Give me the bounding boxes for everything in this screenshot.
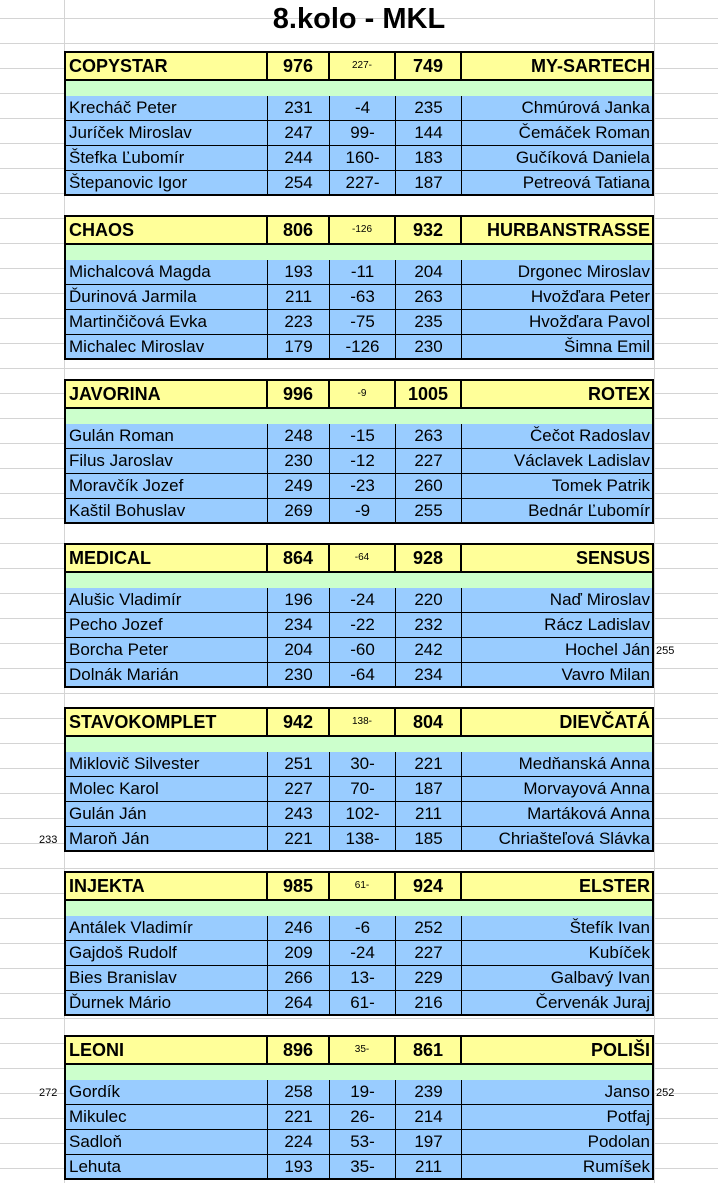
home-player-name[interactable]: Lehuta <box>66 1155 268 1178</box>
away-player-name[interactable]: Tomek Patrik <box>551 476 650 495</box>
home-player-score[interactable]: 211 <box>268 285 330 309</box>
home-player-score[interactable]: 244 <box>268 146 330 170</box>
away-player-name[interactable]: Rácz Ladislav <box>544 615 650 634</box>
away-player-name[interactable]: Podolan <box>587 1132 650 1151</box>
away-team-total[interactable]: 804 <box>396 709 462 735</box>
separator-row <box>64 573 654 588</box>
home-player-score[interactable]: 221 <box>268 1105 330 1129</box>
home-player-name[interactable]: Maroň Ján <box>66 827 268 850</box>
away-player-name[interactable]: Janso <box>604 1082 650 1101</box>
match-header-row <box>64 871 654 901</box>
away-player-name[interactable]: Bednár Ľubomír <box>528 501 650 520</box>
home-team-total[interactable]: 806 <box>268 217 330 243</box>
match-difference[interactable]: -126 <box>330 217 396 243</box>
running-difference[interactable]: -4 <box>330 96 396 120</box>
match-header-row <box>64 51 654 81</box>
home-team-name[interactable]: MEDICAL <box>66 545 268 571</box>
running-difference[interactable]: -24 <box>330 588 396 612</box>
match-header-row <box>64 1035 654 1065</box>
match-block <box>64 1035 654 1180</box>
home-player-name[interactable]: Alušic Vladimír <box>66 588 268 612</box>
away-player-name[interactable]: Galbavý Ivan <box>550 968 650 987</box>
separator-row <box>64 737 654 752</box>
home-player-name[interactable]: Štepanovic Igor <box>66 171 268 194</box>
player-row <box>64 171 654 196</box>
home-player-name[interactable]: Krecháč Peter <box>66 96 268 120</box>
player-row <box>64 310 654 335</box>
home-player-score[interactable]: 266 <box>268 966 330 990</box>
away-player-score[interactable]: 227 <box>396 941 462 965</box>
match-header-row <box>64 379 654 409</box>
running-difference[interactable]: -63 <box>330 285 396 309</box>
running-difference[interactable]: 227- <box>330 171 396 194</box>
home-player-score[interactable]: 234 <box>268 613 330 637</box>
running-difference[interactable]: 30- <box>330 752 396 776</box>
home-player-name[interactable]: Bies Branislav <box>66 966 268 990</box>
running-difference[interactable]: -64 <box>330 663 396 686</box>
player-row <box>64 499 654 524</box>
away-player-name[interactable]: Štefík Ivan <box>569 918 650 937</box>
home-team-name[interactable]: JAVORINA <box>66 381 268 407</box>
player-row <box>64 449 654 474</box>
home-player-score[interactable]: 258 <box>268 1080 330 1104</box>
player-row <box>64 260 654 285</box>
away-player-name[interactable]: Martáková Anna <box>527 804 650 823</box>
away-player-name[interactable]: Potfaj <box>606 1107 650 1126</box>
match-block <box>64 215 654 360</box>
player-row <box>64 1155 654 1180</box>
home-player-name[interactable]: Kaštil Bohuslav <box>66 499 268 522</box>
home-player-score[interactable]: 248 <box>268 424 330 448</box>
home-player-score[interactable]: 224 <box>268 1130 330 1154</box>
home-player-name[interactable]: Dolnák Marián <box>66 663 268 686</box>
away-team-total[interactable]: 1005 <box>396 381 462 407</box>
home-player-name[interactable]: Štefka Ľubomír <box>66 146 268 170</box>
player-row <box>64 802 654 827</box>
separator-row <box>64 901 654 916</box>
player-row <box>64 663 654 688</box>
home-player-name[interactable]: Martinčičová Evka <box>66 310 268 334</box>
match-block <box>64 543 654 688</box>
home-player-score[interactable]: 247 <box>268 121 330 145</box>
running-difference[interactable]: 19- <box>330 1080 396 1104</box>
home-player-name[interactable]: Miklovič Silvester <box>66 752 268 776</box>
player-row <box>64 752 654 777</box>
home-player-score[interactable]: 269 <box>268 499 330 522</box>
side-note-right[interactable]: 255 <box>656 645 675 657</box>
player-row <box>64 474 654 499</box>
side-note-left[interactable]: 233 <box>39 834 58 846</box>
running-difference[interactable]: 61- <box>330 991 396 1014</box>
running-difference[interactable]: -75 <box>330 310 396 334</box>
player-row <box>64 966 654 991</box>
home-player-name[interactable]: Molec Karol <box>66 777 268 801</box>
match-header-row <box>64 215 654 245</box>
away-player-name[interactable]: Hvožďara Peter <box>530 287 650 306</box>
match-block <box>64 871 654 1016</box>
away-player-score[interactable]: 211 <box>396 1155 462 1178</box>
running-difference[interactable]: -22 <box>330 613 396 637</box>
side-note-left[interactable]: 272 <box>39 1087 58 1099</box>
away-player-score[interactable]: 263 <box>396 285 462 309</box>
player-row <box>64 991 654 1016</box>
running-difference[interactable]: 70- <box>330 777 396 801</box>
away-player-score[interactable]: 242 <box>396 638 462 662</box>
home-player-name[interactable]: Sadloň <box>66 1130 268 1154</box>
running-difference[interactable]: -9 <box>330 499 396 522</box>
away-team-name[interactable]: MY-SARTECH <box>530 56 650 76</box>
running-difference[interactable]: 13- <box>330 966 396 990</box>
away-player-name[interactable]: Medňanská Anna <box>518 754 650 773</box>
away-player-name[interactable]: Šimna Emil <box>564 337 650 356</box>
separator-row <box>64 1065 654 1080</box>
player-row <box>64 916 654 941</box>
home-player-score[interactable]: 264 <box>268 991 330 1014</box>
away-player-score[interactable]: 234 <box>396 663 462 686</box>
home-player-name[interactable]: Borcha Peter <box>66 638 268 662</box>
away-player-score[interactable]: 187 <box>396 171 462 194</box>
match-difference[interactable]: 138- <box>330 709 396 735</box>
match-header-row <box>64 543 654 573</box>
running-difference[interactable]: 26- <box>330 1105 396 1129</box>
away-player-name[interactable]: Drgonec Miroslav <box>517 262 650 281</box>
away-player-score[interactable]: 211 <box>396 802 462 826</box>
home-player-score[interactable]: 243 <box>268 802 330 826</box>
away-player-name[interactable]: Petreová Tatiana <box>522 173 650 192</box>
home-player-name[interactable]: Gajdoš Rudolf <box>66 941 268 965</box>
match-difference[interactable]: -9 <box>330 381 396 407</box>
home-player-score[interactable]: 254 <box>268 171 330 194</box>
home-player-score[interactable]: 179 <box>268 335 330 358</box>
running-difference[interactable]: -60 <box>330 638 396 662</box>
player-row <box>64 96 654 121</box>
home-player-score[interactable]: 193 <box>268 1155 330 1178</box>
away-player-name[interactable]: Hvožďara Pavol <box>528 312 650 331</box>
home-player-score[interactable]: 230 <box>268 449 330 473</box>
home-player-name[interactable]: Michalcová Magda <box>66 260 268 284</box>
home-player-name[interactable]: Ďurinová Jarmila <box>66 285 268 309</box>
away-player-score[interactable]: 232 <box>396 613 462 637</box>
player-row <box>64 424 654 449</box>
player-row <box>64 1130 654 1155</box>
away-player-name[interactable]: Červenák Juraj <box>535 993 650 1012</box>
running-difference[interactable]: 138- <box>330 827 396 850</box>
player-row <box>64 121 654 146</box>
away-player-name[interactable]: Morvayová Anna <box>523 779 650 798</box>
away-team-total[interactable]: 928 <box>396 545 462 571</box>
away-player-name[interactable]: Václavek Ladislav <box>513 451 650 470</box>
away-player-name[interactable]: Rumíšek <box>582 1157 650 1176</box>
home-player-score[interactable]: 230 <box>268 663 330 686</box>
player-row <box>64 827 654 852</box>
home-player-name[interactable]: Antálek Vladimír <box>66 916 268 940</box>
away-team-total[interactable]: 932 <box>396 217 462 243</box>
away-player-score[interactable]: 235 <box>396 310 462 334</box>
away-player-name[interactable]: Čemáček Roman <box>518 123 650 142</box>
home-team-name[interactable]: COPYSTAR <box>66 53 268 79</box>
home-player-score[interactable]: 246 <box>268 916 330 940</box>
home-team-total[interactable]: 976 <box>268 53 330 79</box>
match-difference[interactable]: 35- <box>330 1037 396 1063</box>
page-title: 8.kolo - MKL <box>272 3 446 35</box>
away-player-score[interactable]: 197 <box>396 1130 462 1154</box>
home-player-score[interactable]: 223 <box>268 310 330 334</box>
away-player-score[interactable]: 185 <box>396 827 462 850</box>
away-player-score[interactable]: 255 <box>396 499 462 522</box>
home-player-name[interactable]: Filus Jaroslav <box>66 449 268 473</box>
player-row <box>64 335 654 360</box>
home-team-name[interactable]: CHAOS <box>66 217 268 243</box>
home-team-total[interactable]: 996 <box>268 381 330 407</box>
away-player-name[interactable]: Hochel Ján <box>564 640 650 659</box>
away-team-name[interactable]: POLIŠI <box>590 1040 650 1060</box>
home-player-name[interactable]: Moravčík Jozef <box>66 474 268 498</box>
home-team-total[interactable]: 896 <box>268 1037 330 1063</box>
home-player-name[interactable]: Gulán Roman <box>66 424 268 448</box>
running-difference[interactable]: 102- <box>330 802 396 826</box>
away-player-name[interactable]: Čečot Radoslav <box>529 426 650 445</box>
running-difference[interactable]: -12 <box>330 449 396 473</box>
home-player-name[interactable]: Michalec Miroslav <box>66 335 268 358</box>
away-player-score[interactable]: 183 <box>396 146 462 170</box>
home-team-name[interactable]: LEONI <box>66 1037 268 1063</box>
away-player-score[interactable]: 220 <box>396 588 462 612</box>
away-player-score[interactable]: 144 <box>396 121 462 145</box>
grid-column-line <box>654 0 655 1183</box>
away-player-name[interactable]: Vavro Milan <box>561 665 650 684</box>
player-row <box>64 638 654 663</box>
match-block <box>64 379 654 524</box>
away-player-score[interactable]: 229 <box>396 966 462 990</box>
running-difference[interactable]: 35- <box>330 1155 396 1178</box>
running-difference[interactable]: -23 <box>330 474 396 498</box>
away-team-name[interactable]: ELSTER <box>578 876 650 896</box>
away-team-total[interactable]: 749 <box>396 53 462 79</box>
home-team-name[interactable]: INJEKTA <box>66 873 268 899</box>
player-row <box>64 146 654 171</box>
away-player-name[interactable]: Chmúrová Janka <box>521 98 650 117</box>
player-row <box>64 588 654 613</box>
home-player-score[interactable]: 193 <box>268 260 330 284</box>
home-player-name[interactable]: Gordík <box>66 1080 268 1104</box>
player-row <box>64 1080 654 1105</box>
away-player-score[interactable]: 221 <box>396 752 462 776</box>
home-player-score[interactable]: 249 <box>268 474 330 498</box>
away-player-name[interactable]: Naď Miroslav <box>549 590 650 609</box>
home-player-score[interactable]: 196 <box>268 588 330 612</box>
match-block <box>64 707 654 852</box>
away-team-total[interactable]: 924 <box>396 873 462 899</box>
separator-row <box>64 81 654 96</box>
running-difference[interactable]: 53- <box>330 1130 396 1154</box>
home-team-total[interactable]: 864 <box>268 545 330 571</box>
away-player-score[interactable]: 252 <box>396 916 462 940</box>
home-team-total[interactable]: 942 <box>268 709 330 735</box>
home-player-score[interactable]: 221 <box>268 827 330 850</box>
away-player-name[interactable]: Chriašteľová Slávka <box>498 829 650 848</box>
away-player-score[interactable]: 227 <box>396 449 462 473</box>
home-team-total[interactable]: 985 <box>268 873 330 899</box>
player-row <box>64 285 654 310</box>
away-player-score[interactable]: 260 <box>396 474 462 498</box>
side-note-right[interactable]: 252 <box>656 1087 675 1099</box>
home-player-name[interactable]: Gulán Ján <box>66 802 268 826</box>
separator-row <box>64 409 654 424</box>
running-difference[interactable]: 99- <box>330 121 396 145</box>
away-team-name[interactable]: ROTEX <box>587 384 650 404</box>
player-row <box>64 941 654 966</box>
match-block <box>64 51 654 196</box>
home-player-score[interactable]: 231 <box>268 96 330 120</box>
match-difference[interactable]: -64 <box>330 545 396 571</box>
player-row <box>64 1105 654 1130</box>
away-player-score[interactable]: 239 <box>396 1080 462 1104</box>
match-header-row <box>64 707 654 737</box>
match-difference[interactable]: 61- <box>330 873 396 899</box>
home-player-name[interactable]: Ďurnek Mário <box>66 991 268 1014</box>
player-row <box>64 613 654 638</box>
running-difference[interactable]: -6 <box>330 916 396 940</box>
home-player-score[interactable]: 204 <box>268 638 330 662</box>
running-difference[interactable]: -126 <box>330 335 396 358</box>
away-team-name[interactable]: SENSUS <box>575 548 650 568</box>
away-player-score[interactable]: 235 <box>396 96 462 120</box>
away-team-total[interactable]: 861 <box>396 1037 462 1063</box>
home-player-score[interactable]: 227 <box>268 777 330 801</box>
away-player-score[interactable]: 187 <box>396 777 462 801</box>
running-difference[interactable]: -15 <box>330 424 396 448</box>
away-player-score[interactable]: 204 <box>396 260 462 284</box>
away-team-name[interactable]: HURBANSTRASSE <box>486 220 650 240</box>
home-player-name[interactable]: Mikulec <box>66 1105 268 1129</box>
home-player-name[interactable]: Pecho Jozef <box>66 613 268 637</box>
player-row <box>64 777 654 802</box>
separator-row <box>64 245 654 260</box>
running-difference[interactable]: -24 <box>330 941 396 965</box>
running-difference[interactable]: -11 <box>330 260 396 284</box>
home-player-score[interactable]: 209 <box>268 941 330 965</box>
running-difference[interactable]: 160- <box>330 146 396 170</box>
away-player-score[interactable]: 216 <box>396 991 462 1014</box>
away-player-score[interactable]: 230 <box>396 335 462 358</box>
home-team-name[interactable]: STAVOKOMPLET <box>66 709 268 735</box>
away-team-name[interactable]: DIEVČATÁ <box>559 712 650 732</box>
away-player-score[interactable]: 214 <box>396 1105 462 1129</box>
home-player-name[interactable]: Juríček Miroslav <box>66 121 268 145</box>
away-player-name[interactable]: Gučíková Daniela <box>515 148 650 167</box>
home-player-score[interactable]: 251 <box>268 752 330 776</box>
away-player-name[interactable]: Kubíček <box>588 943 650 962</box>
away-player-score[interactable]: 263 <box>396 424 462 448</box>
match-difference[interactable]: 227- <box>330 53 396 79</box>
